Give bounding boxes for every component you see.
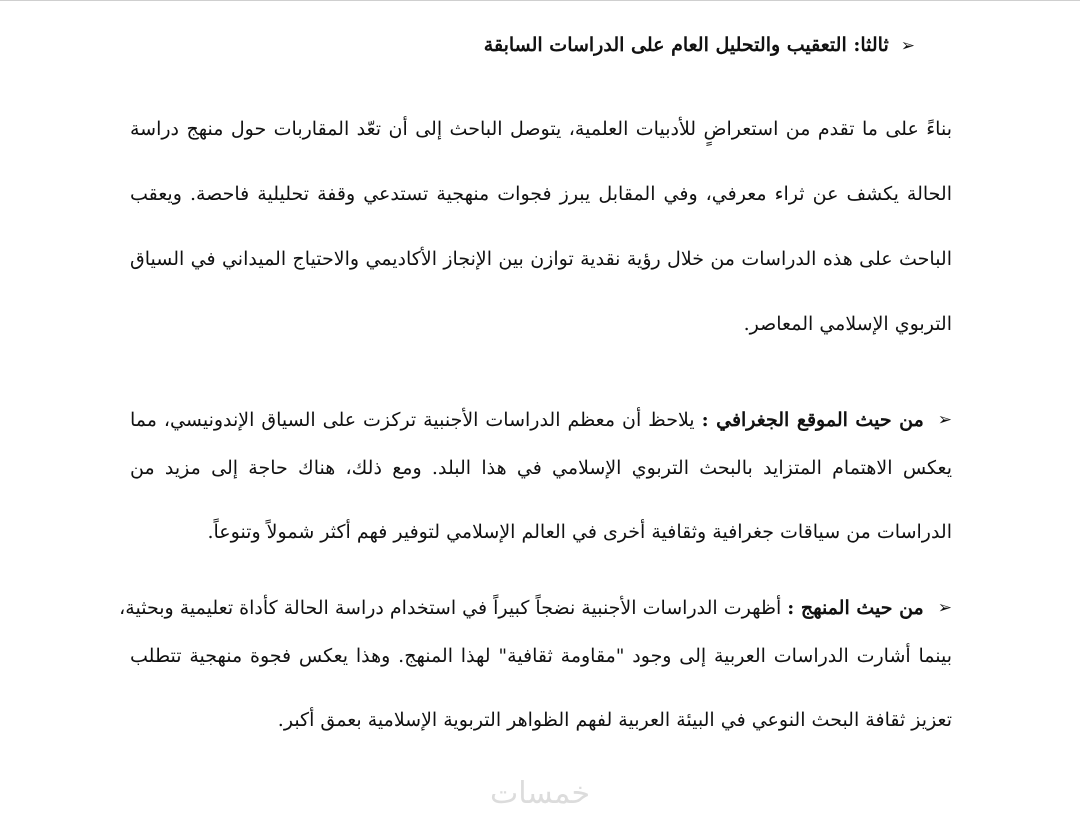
bullet-geographic-line-3: الدراسات من سياقات جغرافية وثقافية أخرى في العالم الإسلامي لتوفير فهم أكثر شمولاً وتنوعاً. [207,521,952,543]
bullet-method-line-2: بينما أشارت الدراسات العربية إلى وجود "مقاومة ثقافية" لهذا المنهج. وهذا يعكس فجوة منهجية تتطلب [130,645,952,667]
section-heading [484,30,915,61]
bullet-geographic-line-2: يعكس الاهتمام المتزايد بالبحث التربوي الإسلامي في هذا البلد. ومع ذلك، هناك حاجة إلى مزيد من [130,457,952,479]
arrow-bullet-icon: ➢ [900,36,915,56]
bullet-method-title: من حيث المنهج : [787,597,924,619]
intro-line-4: التربوي الإسلامي المعاصر. [743,313,952,335]
intro-line-1: بناءً على ما تقدم من استعراضٍ للأدبيات العلمية، يتوصل الباحث إلى أن تعّد المقاربات حول منهج دراسة [130,118,952,140]
bullet-geographic-first-rest: يلاحظ أن معظم الدراسات الأجنبية تركزت على السياق الإندونيسي، مما [130,409,695,431]
bullet-geographic-title: من حيث الموقع الجغرافي : [701,409,924,431]
intro-paragraph [130,113,952,373]
watermark-logo: خمسات [489,776,591,811]
bullet-geographic-text [130,404,924,436]
bullet-geographic-first-line [130,388,952,452]
arrow-bullet-icon: ➢ [937,598,952,618]
intro-line-2: الحالة يكشف عن ثراء معرفي، وفي المقابل يبرز فجوات منهجية تستدعي وقفة تحليلية فاحصة. ويعقب [130,183,952,205]
bullet-method-text [119,592,924,624]
bullet-geographic [130,388,952,580]
bullet-method-line-3: تعزيز ثقافة البحث النوعي في البيئة العربية لفهم الظواهر التربوية الإسلامية بعمق أكبر. [277,709,952,731]
intro-line-3: الباحث على هذه الدراسات من خلال رؤية نقدية توازن بين الإنجاز الأكاديمي والاحتياج الميداني في السياق [130,248,952,270]
bullet-method-first-rest: أظهرت الدراسات الأجنبية نضجاً كبيراً في استخدام دراسة الحالة كأداة تعليمية وبحثية، [119,597,782,619]
bullet-method-first-line [119,576,952,640]
arrow-bullet-icon: ➢ [937,410,952,430]
bullet-method [119,576,952,768]
section-heading-text: ثالثا: التعقيب والتحليل العام على الدراسات السابقة [483,34,889,56]
